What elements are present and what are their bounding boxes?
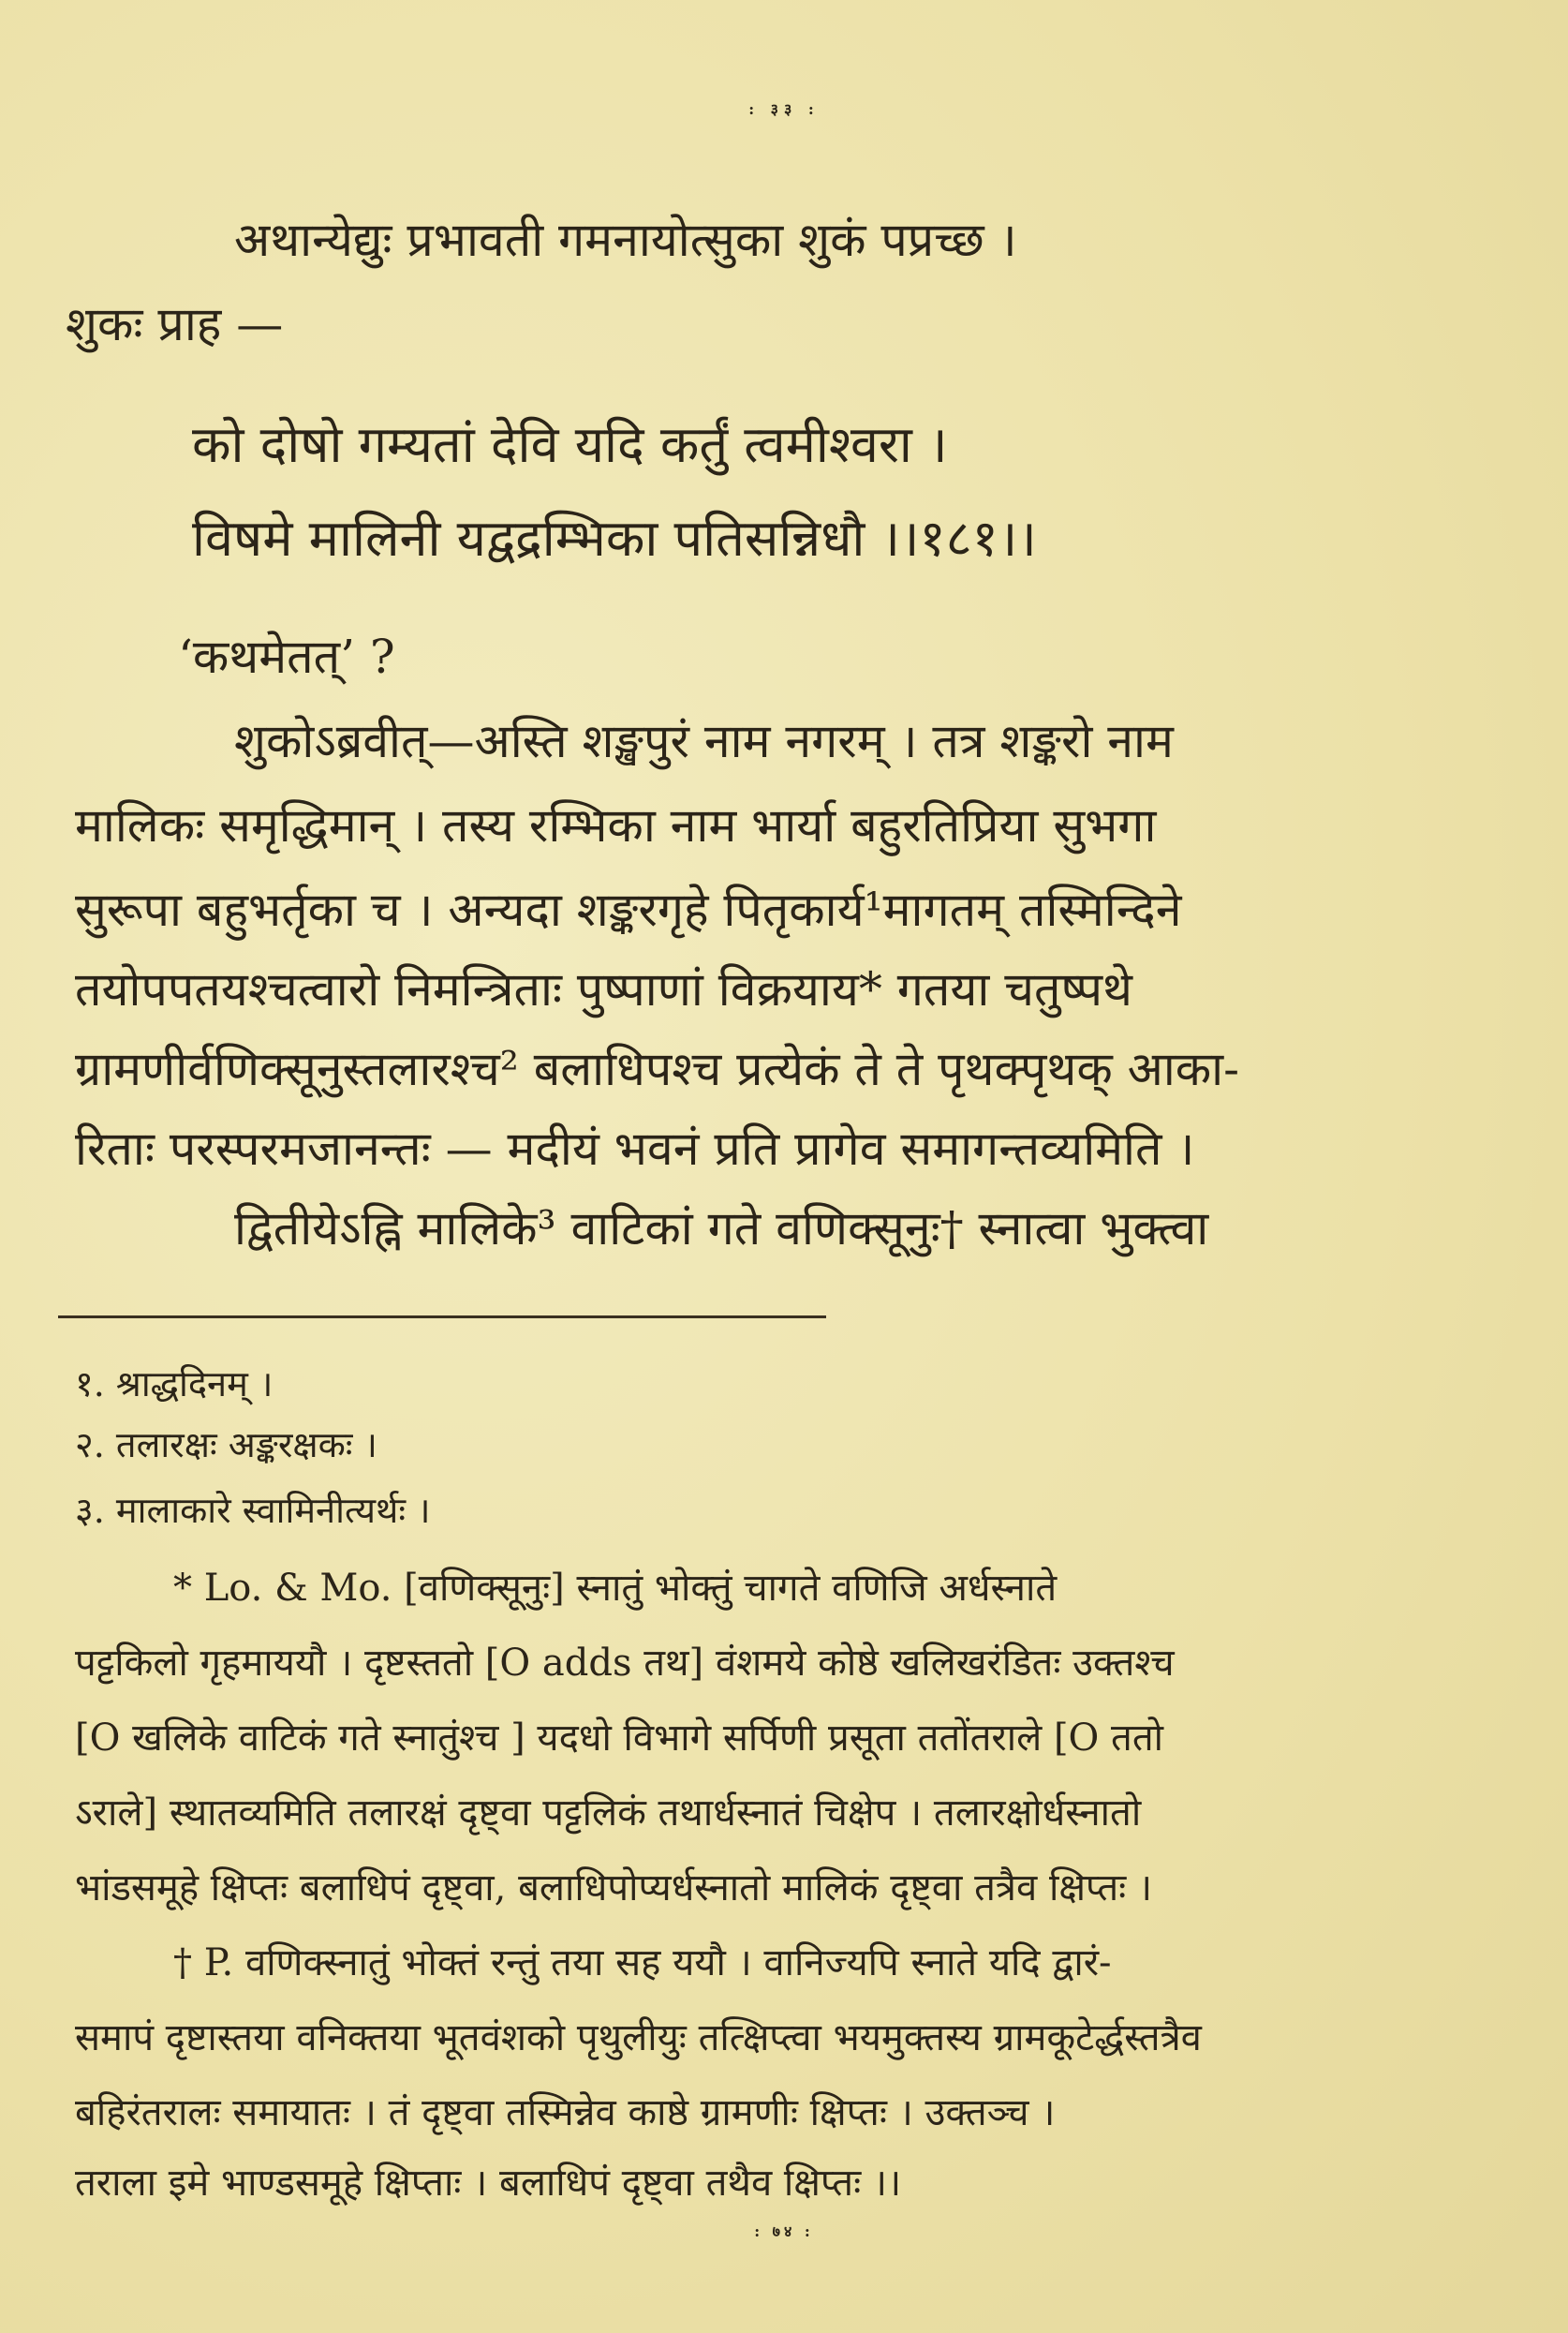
page-number: : ७४ : xyxy=(754,2222,814,2240)
body-line: ग्रामणीर्वणिक्सूनुस्तलारश्च² बलाधिपश्च प्रत्येकं ते ते पृथक्पृथक् आका- xyxy=(75,1042,1239,1096)
variant-note-line: ऽराले] स्थातव्यमिति तलारक्षं दृष्ट्वा पट्टलिकं तथार्धस्नातं चिक्षेप । तलारक्षोर्धस्नातो xyxy=(75,1791,1142,1835)
footnote-2: २. तलारक्षः अङ्करक्षकः । xyxy=(75,1424,377,1465)
body-line: द्वितीयेऽह्नि मालिके³ वाटिकां गते वणिक्सूनुः† स्नात्वा भुक्त्वा xyxy=(234,1201,1209,1256)
body-line: रिताः परस्परमजानन्तः — मदीयं भवनं प्रति प्रागेव समागन्तव्यमिति । xyxy=(75,1122,1195,1176)
question-line: ‘कथमेतत्’ ? xyxy=(178,630,395,684)
variant-note-line: † P. वणिक्स्नातुं भोक्तं रन्तुं तया सह ययौ । वानिज्यपि स्नाते यदि द्वारं- xyxy=(173,1941,1112,1984)
variant-note-line: भांडसमूहे क्षिप्तः बलाधिपं दृष्ट्वा, बलाधिपोप्यर्धस्नातो मालिकं दृष्ट्वा तत्रैव क्षिप्तः । xyxy=(75,1866,1153,1909)
variant-note-line: समापं दृष्टास्तया वनिक्तया भूतवंशको पृथुलीयुः तत्क्षिप्त्वा भयमुक्तस्य ग्रामकूटेर्द्धस्तत्रैव xyxy=(75,2016,1202,2059)
variant-note-line: पट्टकिलो गृहमाययौ । दृष्टस्ततो [O adds तथ] वंशमये कोष्ठे खलिखरंडितः उक्तश्च xyxy=(75,1642,1175,1685)
body-line: तयोपपतयश्चत्वारो निमन्त्रिताः पुष्पाणां विक्रयाय* गतया चतुष्पथे xyxy=(75,962,1132,1017)
verse-line: को दोषो गम्यतां देवि यदि कर्तुं त्वमीश्वरा । xyxy=(192,415,948,474)
speaker-label: शुकः प्राह — xyxy=(66,297,284,351)
body-line: मालिकः समृद्धिमान् । तस्य रम्भिका नाम भार्या बहुरतिप्रिया सुभगा xyxy=(75,798,1157,853)
variant-note-line: [O खलिके वाटिकं गते स्नातुंश्च ] यदधो विभागे सर्पिणी प्रसूता ततोंतराले [O ततो xyxy=(75,1716,1164,1760)
footnote-divider xyxy=(58,1315,826,1318)
variant-note-line: * Lo. & Mo. [वणिक्सूनुः] स्नातुं भोक्तुं चागते वणिजि अर्धस्नाते xyxy=(173,1567,1058,1610)
footnote-1: १. श्राद्धदिनम् । xyxy=(75,1363,274,1404)
body-line: अथान्येद्युः प्रभावती गमनायोत्सुका शुकं पप्रच्छ । xyxy=(234,213,1017,267)
variant-note-line: बहिरंतरालः समायातः । तं दृष्ट्वा तस्मिन्नेव काष्ठे ग्रामणीः क्षिप्तः । उक्तञ्च । xyxy=(75,2091,1056,2134)
page-header-marker: : ३३ : xyxy=(748,100,820,118)
variant-note-line: तराला इमे भाण्डसमूहे क्षिप्ताः । बलाधिपं दृष्ट्वा तथैव क्षिप्तः ।। xyxy=(75,2162,902,2205)
body-line: शुकोऽब्रवीत्—अस्ति शङ्खपुरं नाम नगरम् । तत्र शङ्करो नाम xyxy=(234,714,1174,768)
verse-line: विषमे मालिनी यद्वद्रम्भिका पतिसन्निधौ ।।१८१।। xyxy=(192,509,1037,568)
body-line: सुरूपा बहुभर्तृका च । अन्यदा शङ्करगृहे पितृकार्य¹मागतम् तस्मिन्दिने xyxy=(75,883,1182,937)
footnote-3: ३. मालाकारे स्वामिनीत्यर्थः । xyxy=(75,1490,431,1531)
